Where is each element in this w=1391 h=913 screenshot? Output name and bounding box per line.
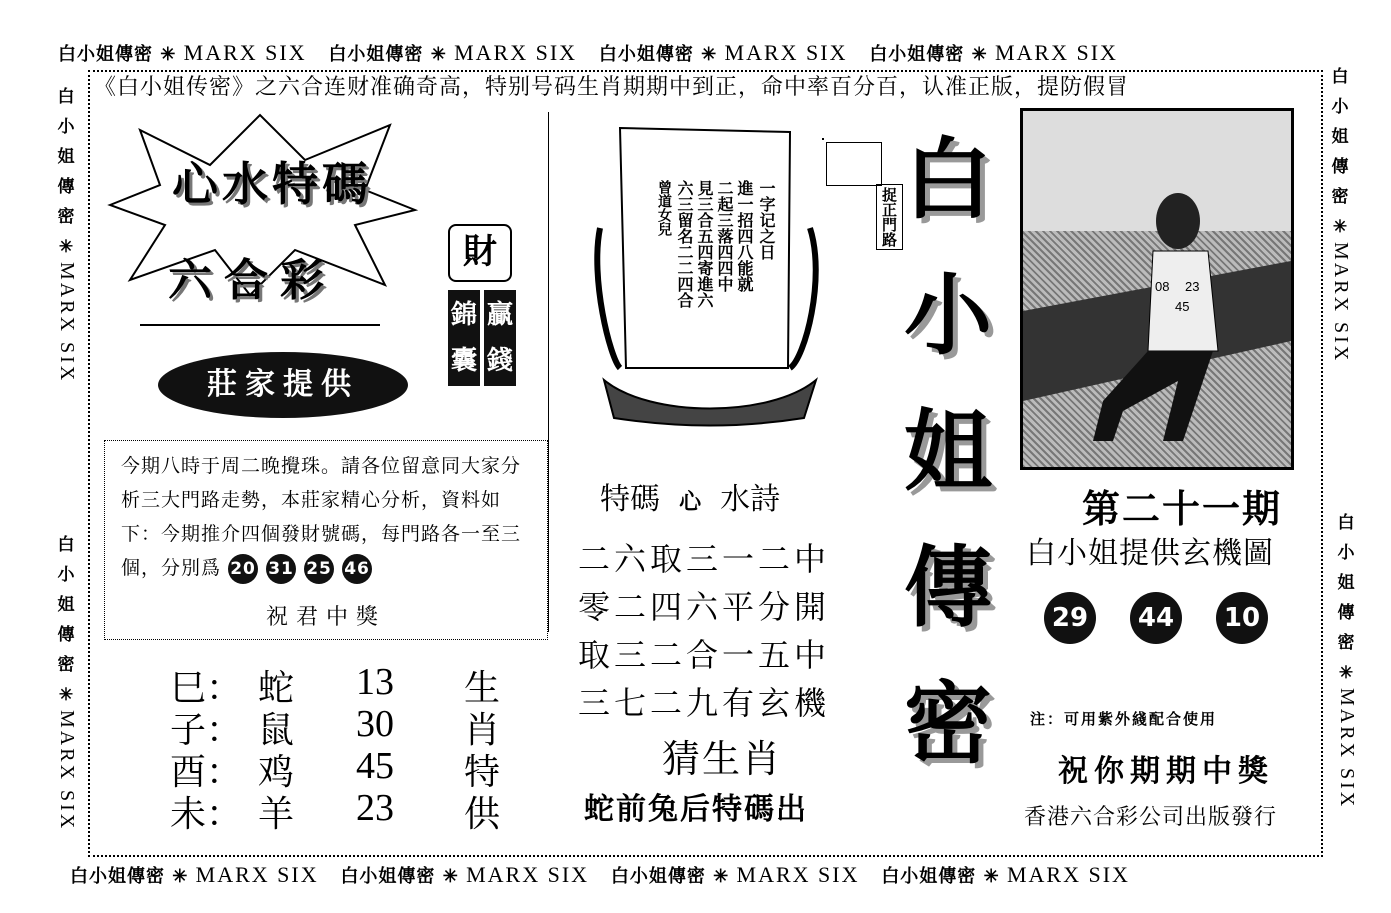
poem-line: 取三二合一五中 [578,636,831,674]
border-top: 白小姐傳密 ✳ MARX SIX 白小姐傳密 ✳ MARX SIX 白小姐傳密 ✳ MARX SIX 白小姐傳密 ✳ MARX SIX [58,40,1118,65]
border-right-upper: 白 小 姐 傳 密 ✳ MARX SIX [1330,67,1352,364]
woman-figure-icon [1023,111,1291,467]
uv-note: 注：可用紫外綫配合使用 [1030,710,1218,728]
notice-wish: 祝君中獎 [265,605,386,630]
publisher: 香港六合彩公司出版發行 [1024,805,1278,830]
svg-text:45: 45 [1175,299,1190,314]
number-ball: 29 [1044,592,1096,644]
border-bottom: 白小姐傳密 ✳ MARX SIX 白小姐傳密 ✳ MARX SIX 白小姐傳密 ✳ MARX SIX 白小姐傳密 ✳ MARX SIX [70,862,1130,887]
headline-rule [140,324,380,326]
riddle-col: 進一招四八能就 [735,180,754,292]
poem-title: 特碼 心 水詩 [600,482,781,517]
intro-text: 《白小姐传密》之六合连财准确奇高，特别号码生肖期期中到正，命中率百分百，认准正版，提防假冒 [94,75,1130,100]
riddle-col: 六三留名二二四合 [675,180,694,308]
xuanji-label: 白小姐提供玄機圖 [1026,536,1274,571]
headline-xinshui: 心水特碼 [172,157,372,211]
issue-number: 第二十一期 [1082,487,1283,531]
number-ball: 31 [266,554,296,584]
border-right-lower: 白 小 姐 傳 密 ✳ MARX SIX [1336,513,1358,810]
big-title: 白 小 姐 傳 密 [903,128,992,775]
zodiac-table: 巳： 蛇 13 生 子： 鼠 30 肖 酉： 鸡 45 特 未： 羊 23 供 [170,661,501,835]
number-ball: 20 [228,554,258,584]
riddle-col: 見三合五四寄進六 [695,180,714,308]
provider-badge: 莊家提供 [158,352,408,418]
border-left-lower: 白 小 姐 傳 密 ✳ MARX SIX [56,535,78,832]
notice-text: 今期八時于周二晚攪珠。請各位留意同大家分析三大門路走勢，本莊家精心分析，資料如下：今期推介四個發財號碼，每門路各一至三個，分別爲 [121,455,522,579]
riddle-sign: 曾道女兒 [656,180,672,236]
guess-zodiac: 猜生肖 [662,737,783,781]
number-ball: 44 [1130,592,1182,644]
svg-text:08: 08 [1155,279,1170,294]
stamp-label: 捉正門路 [876,184,903,250]
poem-hint: 蛇前兔后特碼出 [584,792,808,827]
badge-jinnang: 錦囊 [448,290,480,386]
hint-photo [1020,108,1294,470]
number-ball: 46 [342,554,372,584]
wish-text: 祝你期期中獎 [1058,754,1274,789]
svg-text:23: 23 [1185,279,1200,294]
column-divider [548,112,549,632]
headline-liuhecai: 六合彩 [168,255,336,306]
seal-icon: 財 [448,224,512,282]
badge-yingqian: 贏錢 [484,290,516,386]
border-left-upper: 白 小 姐 傳 密 ✳ MARX SIX [56,87,78,384]
poem-line: 零二四六平分開 [578,588,831,626]
riddle-col: 一字记之日 [757,180,776,260]
poem-line: 二六取三一二中 [578,540,831,578]
poem-line: 三七二九有玄機 [578,684,831,722]
riddle-col: 二起三落四四中 [715,180,734,292]
number-ball: 10 [1216,592,1268,644]
number-ball: 25 [304,554,334,584]
stamp-box [826,142,882,186]
